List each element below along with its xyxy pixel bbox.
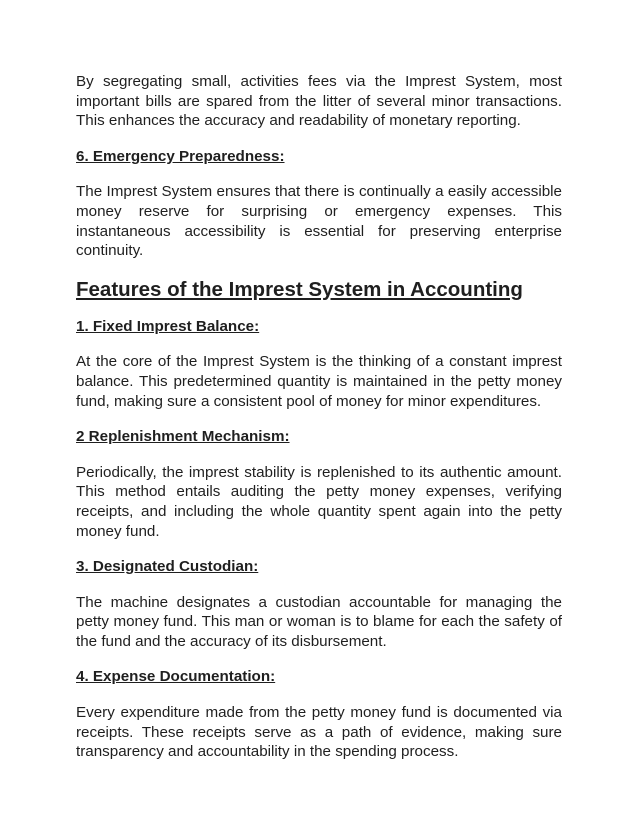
emergency-preparedness-heading: 6. Emergency Preparedness: <box>76 147 285 165</box>
intro-paragraph: By segregating small, activities fees via the Imprest System, most important bills are spared from the litter of several minor transactions. This enhances the accuracy and readability of monetary reporting. <box>76 73 562 130</box>
fixed-imprest-balance-heading: 1. Fixed Imprest Balance: <box>76 317 260 335</box>
replenishment-mechanism-paragraph: Periodically, the imprest stability is replenished to its authentic amount. This method entails auditing the petty money expenses, verifying receipts, and including the whole quantity spent again into the petty money fund. <box>76 463 562 540</box>
fixed-imprest-balance-paragraph: At the core of the Imprest System is the thinking of a constant imprest balance. This predetermined quantity is maintained in the petty money fund, making sure a consistent pool of money for minor expenditures. <box>76 353 562 410</box>
replenishment-mechanism-heading: 2 Replenishment Mechanism: <box>76 428 290 446</box>
document-page <box>76 72 562 778</box>
designated-custodian-heading: 3. Designated Custodian: <box>76 558 259 576</box>
features-section-title: Features of the Imprest System in Accounting <box>76 277 523 301</box>
expense-documentation-heading: 4. Expense Documentation: <box>76 668 276 686</box>
designated-custodian-paragraph: The machine designates a custodian accountable for managing the petty money fund. This man or woman is to blame for each the safety of the fund and the accuracy of its disbursement. <box>76 593 562 650</box>
emergency-preparedness-paragraph: The Imprest System ensures that there is continually a easily accessible money reserve for surprising or emergency expenses. This instantaneous accessibility is essential for preserving enterprise continuity. <box>76 183 562 260</box>
expense-documentation-paragraph: Every expenditure made from the petty money fund is documented via receipts. These receipts serve as a path of evidence, making sure transparency and accountability in the spending process. <box>76 704 562 761</box>
